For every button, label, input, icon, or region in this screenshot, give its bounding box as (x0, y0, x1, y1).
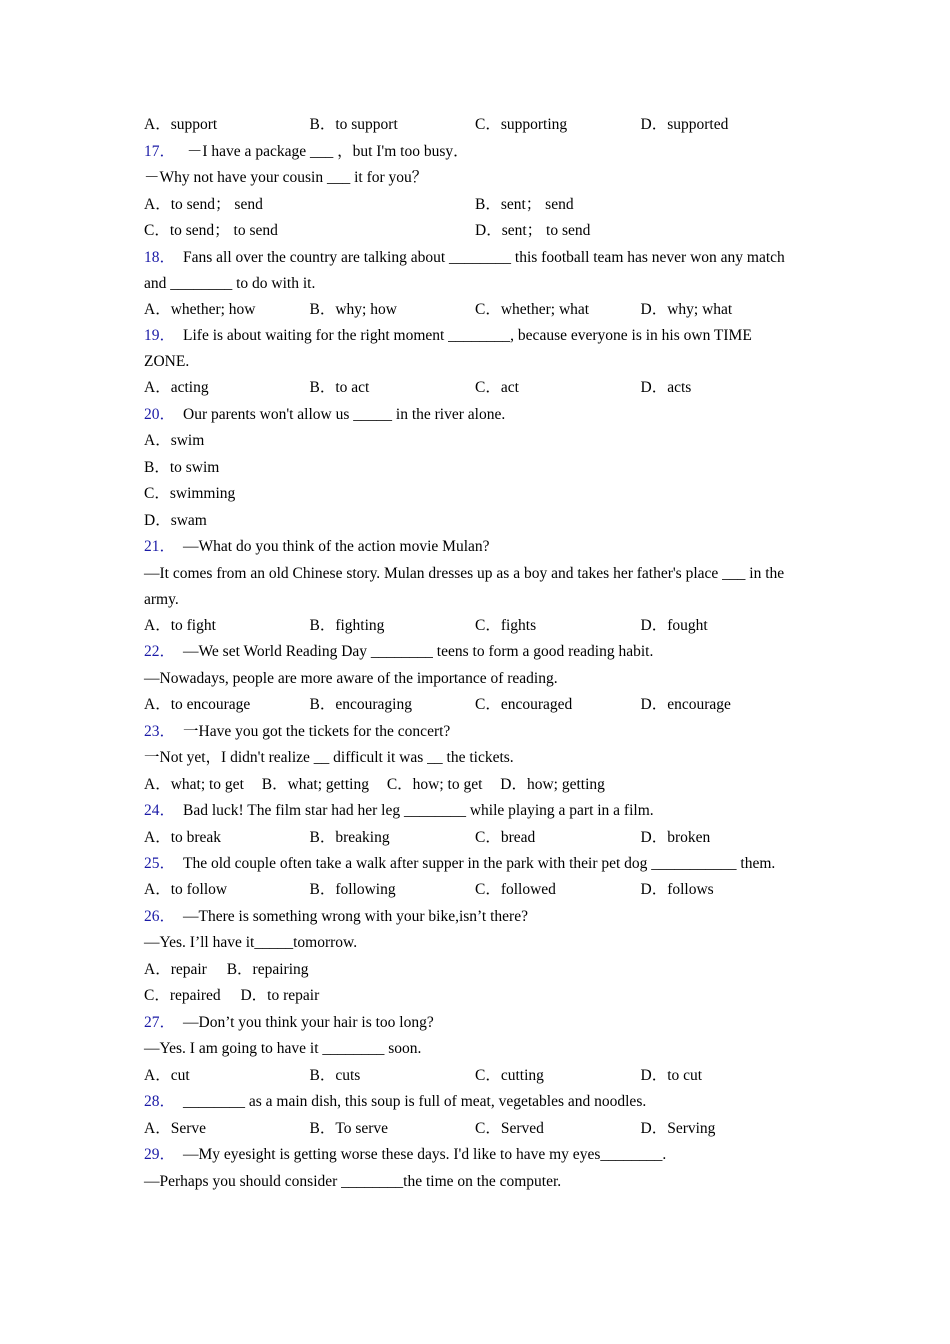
q19-option-c[interactable]: C．act (475, 379, 519, 396)
q26-option-b[interactable]: B．repairing (226, 960, 309, 978)
q26-option-a[interactable]: A．repair (144, 960, 207, 978)
q17-line2: －Why not have your cousin ___ it for you？ (144, 169, 428, 186)
q28-text: ________ as a main dish, this soup is full of meat, vegetables and noodles. (183, 1093, 647, 1110)
q22-options (144, 692, 794, 719)
q26-options-row2 (144, 983, 794, 1010)
q29-line1: —My eyesight is getting worse these days. I'd like to have my eyes________. (183, 1146, 667, 1163)
q17-options-row1 (144, 192, 794, 219)
question-page (144, 112, 794, 1195)
q25-option-c[interactable]: C．followed (475, 881, 556, 898)
q23-option-a[interactable]: A．what; to get (144, 775, 244, 793)
q19-number: 19． (144, 327, 176, 344)
q28-stem (144, 1089, 794, 1116)
q24-option-c[interactable]: C．bread (475, 828, 536, 846)
q26-line1: —There is something wrong with your bike,isn’t there? (183, 907, 528, 925)
q16-options (144, 112, 794, 139)
q26-stem (144, 904, 794, 931)
q16-option-b[interactable]: B．to support (309, 116, 398, 133)
q18-stem (144, 245, 794, 297)
q20-text: Our parents won't allow us _____ in the river alone. (183, 405, 506, 423)
q19-text: Life is about waiting for the right moment ________, because everyone is in his own TIME ZONE. (144, 327, 752, 370)
q20-option-c[interactable]: C．swimming (144, 485, 236, 502)
q21-line2: —It comes from an old Chinese story. Mulan dresses up as a boy and takes her father's place ___ in the army. (144, 564, 785, 608)
q21-number: 21． (144, 538, 176, 555)
q17-number: 17． (144, 142, 176, 160)
q23-option-b[interactable]: B．what; getting (261, 775, 369, 793)
q22-option-a[interactable]: A．to encourage (144, 696, 251, 713)
q20-option-a[interactable]: A．swim (144, 432, 205, 449)
q21-line1: —What do you think of the action movie Mulan? (183, 538, 490, 555)
q26-options-row1 (144, 957, 794, 984)
q25-stem (144, 851, 794, 877)
q24-text: Bad luck! The film star had her leg ________ while playing a part in a film. (183, 802, 654, 819)
q21-options (144, 613, 794, 640)
q26-number: 26． (144, 907, 176, 925)
q19-option-b[interactable]: B．to act (309, 379, 370, 396)
q17-option-a[interactable]: A．to send； send (144, 195, 263, 213)
q22-option-c[interactable]: C．encouraged (475, 696, 573, 713)
q17-stem (144, 139, 794, 166)
q18-option-a[interactable]: A．whether; how (144, 300, 256, 318)
q22-option-b[interactable]: B．encouraging (309, 696, 412, 713)
q18-number: 18． (144, 248, 176, 266)
q25-option-b[interactable]: B．following (309, 881, 396, 898)
q16-option-d[interactable]: D．supported (640, 116, 729, 133)
q16-option-a[interactable]: A．support (144, 116, 218, 133)
q19-option-a[interactable]: A．acting (144, 379, 209, 396)
q29-number: 29． (144, 1146, 176, 1163)
q24-options (144, 825, 794, 852)
q25-number: 25． (144, 855, 176, 872)
q19-option-d[interactable]: D．acts (640, 379, 692, 396)
q27-option-d[interactable]: D．to cut (640, 1066, 703, 1084)
q22-number: 22． (144, 643, 176, 660)
q27-options (144, 1063, 794, 1090)
q20-number: 20． (144, 405, 176, 423)
q24-option-a[interactable]: A．to break (144, 828, 222, 846)
q25-option-d[interactable]: D．follows (640, 881, 714, 898)
q19-options (144, 375, 794, 402)
q29-line2: —Perhaps you should consider ________the time on the computer. (144, 1172, 562, 1190)
q21-stem (144, 534, 794, 561)
q22-line1: —We set World Reading Day ________ teens to form a good reading habit. (183, 643, 654, 660)
q21-option-a[interactable]: A．to fight (144, 616, 216, 634)
q22-stem (144, 639, 794, 666)
q24-number: 24． (144, 802, 176, 819)
q24-option-b[interactable]: B．breaking (309, 828, 390, 846)
q28-number: 28． (144, 1093, 176, 1110)
q25-option-a[interactable]: A．to follow (144, 881, 228, 898)
q26-option-c[interactable]: C．repaired (144, 987, 221, 1004)
q17-line1: －I have a package ___ ，but I'm too busy． (183, 142, 469, 160)
q23-stem (144, 719, 794, 746)
q16-option-c[interactable]: C．supporting (475, 116, 568, 133)
q20-option-d[interactable]: D．swam (144, 511, 207, 529)
q24-option-d[interactable]: D．broken (640, 828, 711, 846)
q26-line2: —Yes. I’ll have it_____tomorrow. (144, 934, 358, 951)
q23-option-d[interactable]: D．how; getting (500, 775, 605, 793)
q27-stem (144, 1010, 794, 1037)
q18-option-c[interactable]: C．whether; what (475, 300, 590, 318)
q21-option-c[interactable]: C．fights (475, 616, 537, 634)
q18-option-b[interactable]: B．why; how (309, 300, 397, 318)
q23-number: 23． (144, 722, 176, 740)
q23-line1: 一Have you got the tickets for the concert? (183, 722, 451, 740)
q27-number: 27． (144, 1013, 176, 1031)
q21-option-b[interactable]: B．fighting (309, 616, 385, 634)
q28-option-c[interactable]: C．Served (475, 1119, 544, 1137)
q17-option-b[interactable]: B．sent； send (475, 195, 574, 213)
q17-options-row2 (144, 218, 794, 245)
q18-text: Fans all over the country are talking about ________ this football team has never won any match and ________ to do with it. (144, 248, 785, 292)
q18-options (144, 297, 794, 324)
q17-option-c[interactable]: C．to send； to send (144, 222, 278, 239)
q27-option-b[interactable]: B．cuts (309, 1066, 361, 1084)
q27-line1: —Don’t you think your hair is too long? (183, 1013, 434, 1031)
q29-stem (144, 1142, 794, 1169)
q19-stem (144, 323, 794, 375)
q18-option-d[interactable]: D．why; what (640, 300, 733, 318)
q28-option-b[interactable]: B．To serve (309, 1119, 389, 1137)
q22-line2: —Nowadays, people are more aware of the importance of reading. (144, 669, 558, 687)
q28-option-d[interactable]: D．Serving (640, 1119, 716, 1137)
q20-stem (144, 402, 794, 429)
q20-option-b[interactable]: B．to swim (144, 458, 220, 476)
q27-line2: —Yes. I am going to have it ________ soon. (144, 1040, 422, 1057)
q25-text: The old couple often take a walk after supper in the park with their pet dog ___________ them. (183, 855, 776, 872)
q28-options (144, 1116, 794, 1143)
q26-option-d[interactable]: D．to repair (240, 987, 320, 1004)
q28-option-a[interactable]: A．Serve (144, 1119, 206, 1137)
q24-stem (144, 798, 794, 825)
q27-option-a[interactable]: A．cut (144, 1066, 190, 1084)
q23-option-c[interactable]: C．how; to get (386, 775, 483, 793)
q25-options (144, 877, 794, 904)
q23-line2: 一Not yet，I didn't realize __ difficult it was __ the tickets. (144, 749, 514, 766)
q17-option-d[interactable]: D．sent； to send (475, 222, 591, 239)
q23-options (144, 772, 794, 799)
q21-option-d[interactable]: D．fought (640, 616, 708, 634)
q22-option-d[interactable]: D．encourage (640, 696, 731, 713)
q27-option-c[interactable]: C．cutting (475, 1066, 544, 1084)
